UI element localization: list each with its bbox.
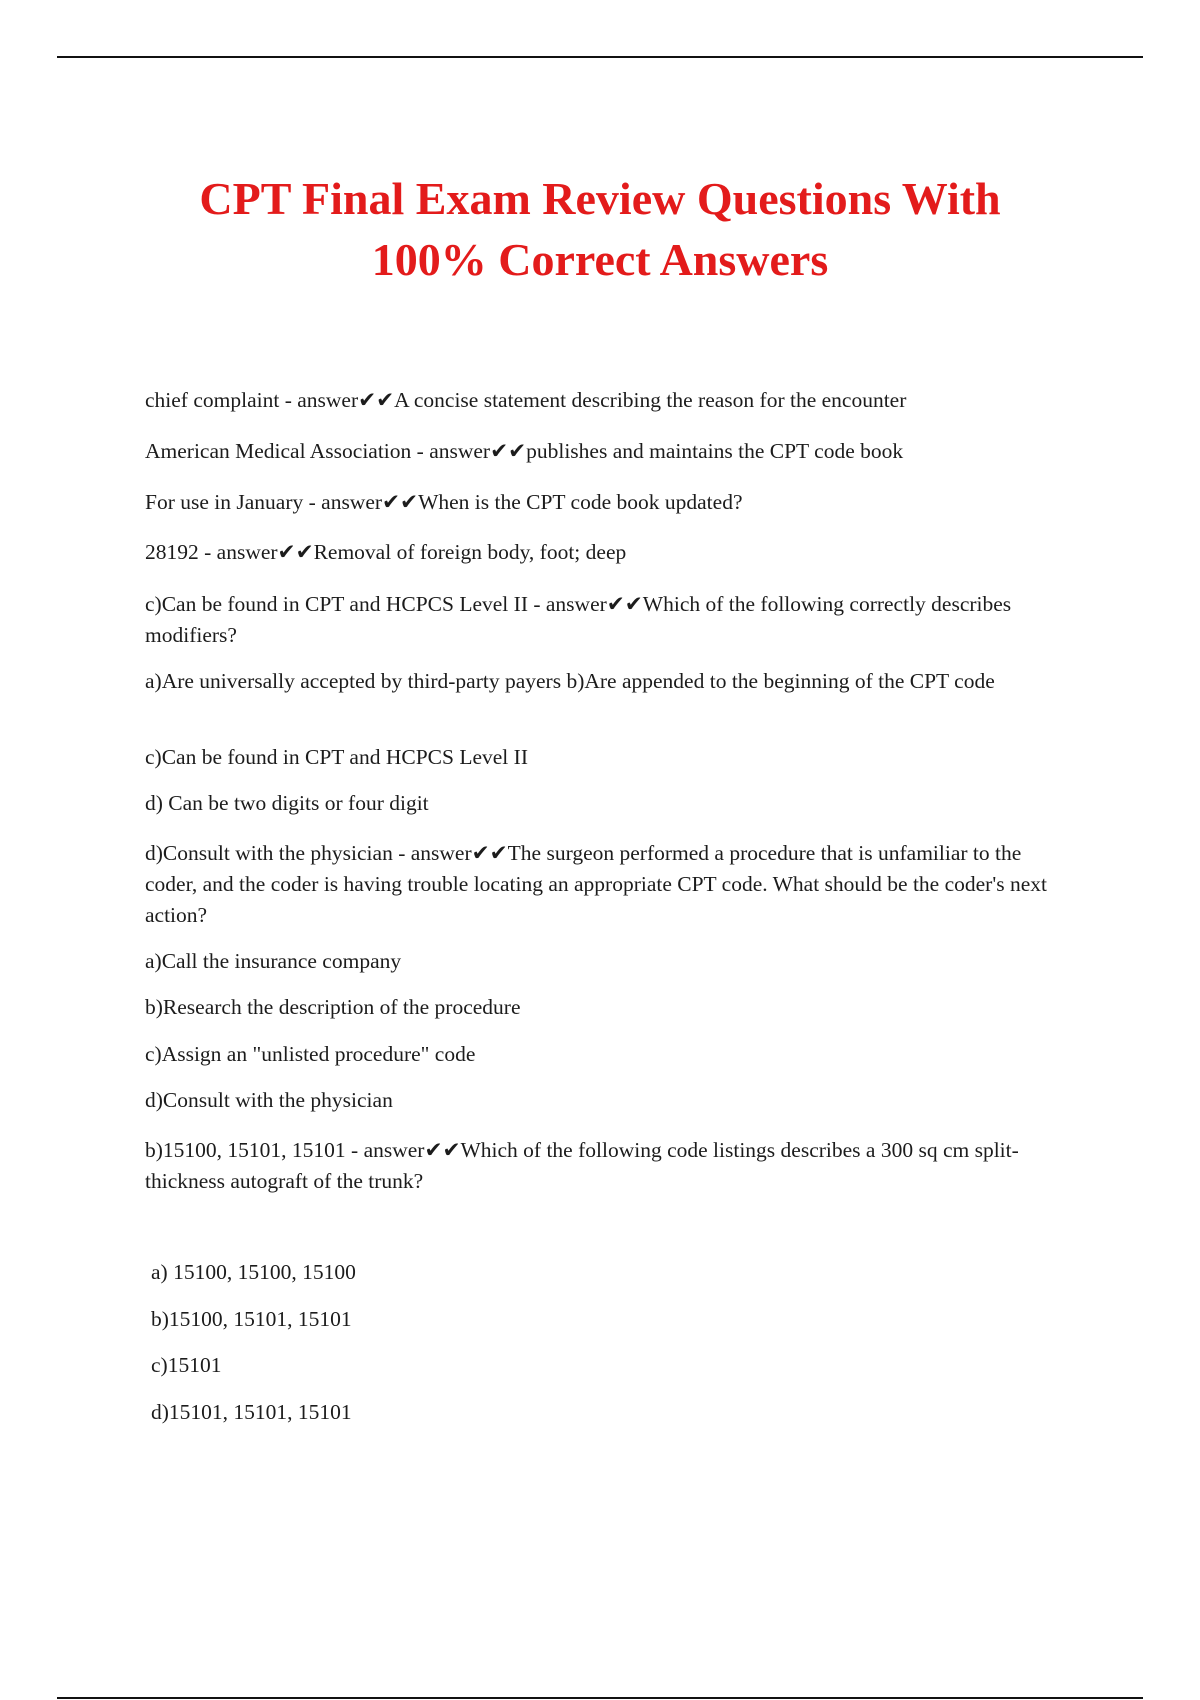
qa-cpt-update: For use in January - answer✔✔When is the CPT code book updated?: [145, 490, 743, 514]
consult-option-d: d)Consult with the physician: [145, 1088, 393, 1112]
autograft-option-b: b)15100, 15101, 15101: [151, 1307, 352, 1331]
modifiers-options-a-b: a)Are universally accepted by third-party payers b)Are appended to the beginning of the CPT code: [145, 669, 995, 693]
title-line-2: 100% Correct Answers: [371, 234, 829, 285]
autograft-option-d: d)15101, 15101, 15101: [151, 1400, 352, 1424]
qa-modifiers: c)Can be found in CPT and HCPCS Level II - answer✔✔Which of the following correctly describes modifiers?: [145, 592, 1012, 647]
title-line-1: CPT Final Exam Review Questions With: [199, 173, 1001, 224]
qa-chief-complaint: chief complaint - answer✔✔A concise statement describing the reason for the encounter: [145, 388, 907, 412]
modifiers-option-d: d) Can be two digits or four digit: [145, 791, 429, 815]
qa-consult-physician: d)Consult with the physician - answer✔✔The surgeon performed a procedure that is unfamiliar to the coder, and the coder is having trouble locating an appropriate CPT code. What should be the coder's next action?: [145, 841, 1047, 927]
qa-autograft: b)15100, 15101, 15101 - answer✔✔Which of the following code listings describes a 300 sq cm split-thickness autograft of the trunk?: [145, 1138, 1019, 1193]
bottom-rule: [57, 1697, 1143, 1699]
qa-28192: 28192 - answer✔✔Removal of foreign body, foot; deep: [145, 540, 627, 564]
consult-option-c: c)Assign an "unlisted procedure" code: [145, 1042, 476, 1066]
document-title: [100, 168, 1100, 290]
consult-option-a: a)Call the insurance company: [145, 949, 402, 973]
top-rule: [57, 56, 1143, 58]
autograft-option-c: c)15101: [151, 1353, 222, 1377]
modifiers-option-c: c)Can be found in CPT and HCPCS Level II: [145, 745, 528, 769]
qa-ama: American Medical Association - answer✔✔publishes and maintains the CPT code book: [145, 439, 904, 463]
consult-option-b: b)Research the description of the procedure: [145, 995, 521, 1019]
autograft-option-a: a) 15100, 15100, 15100: [151, 1260, 356, 1284]
